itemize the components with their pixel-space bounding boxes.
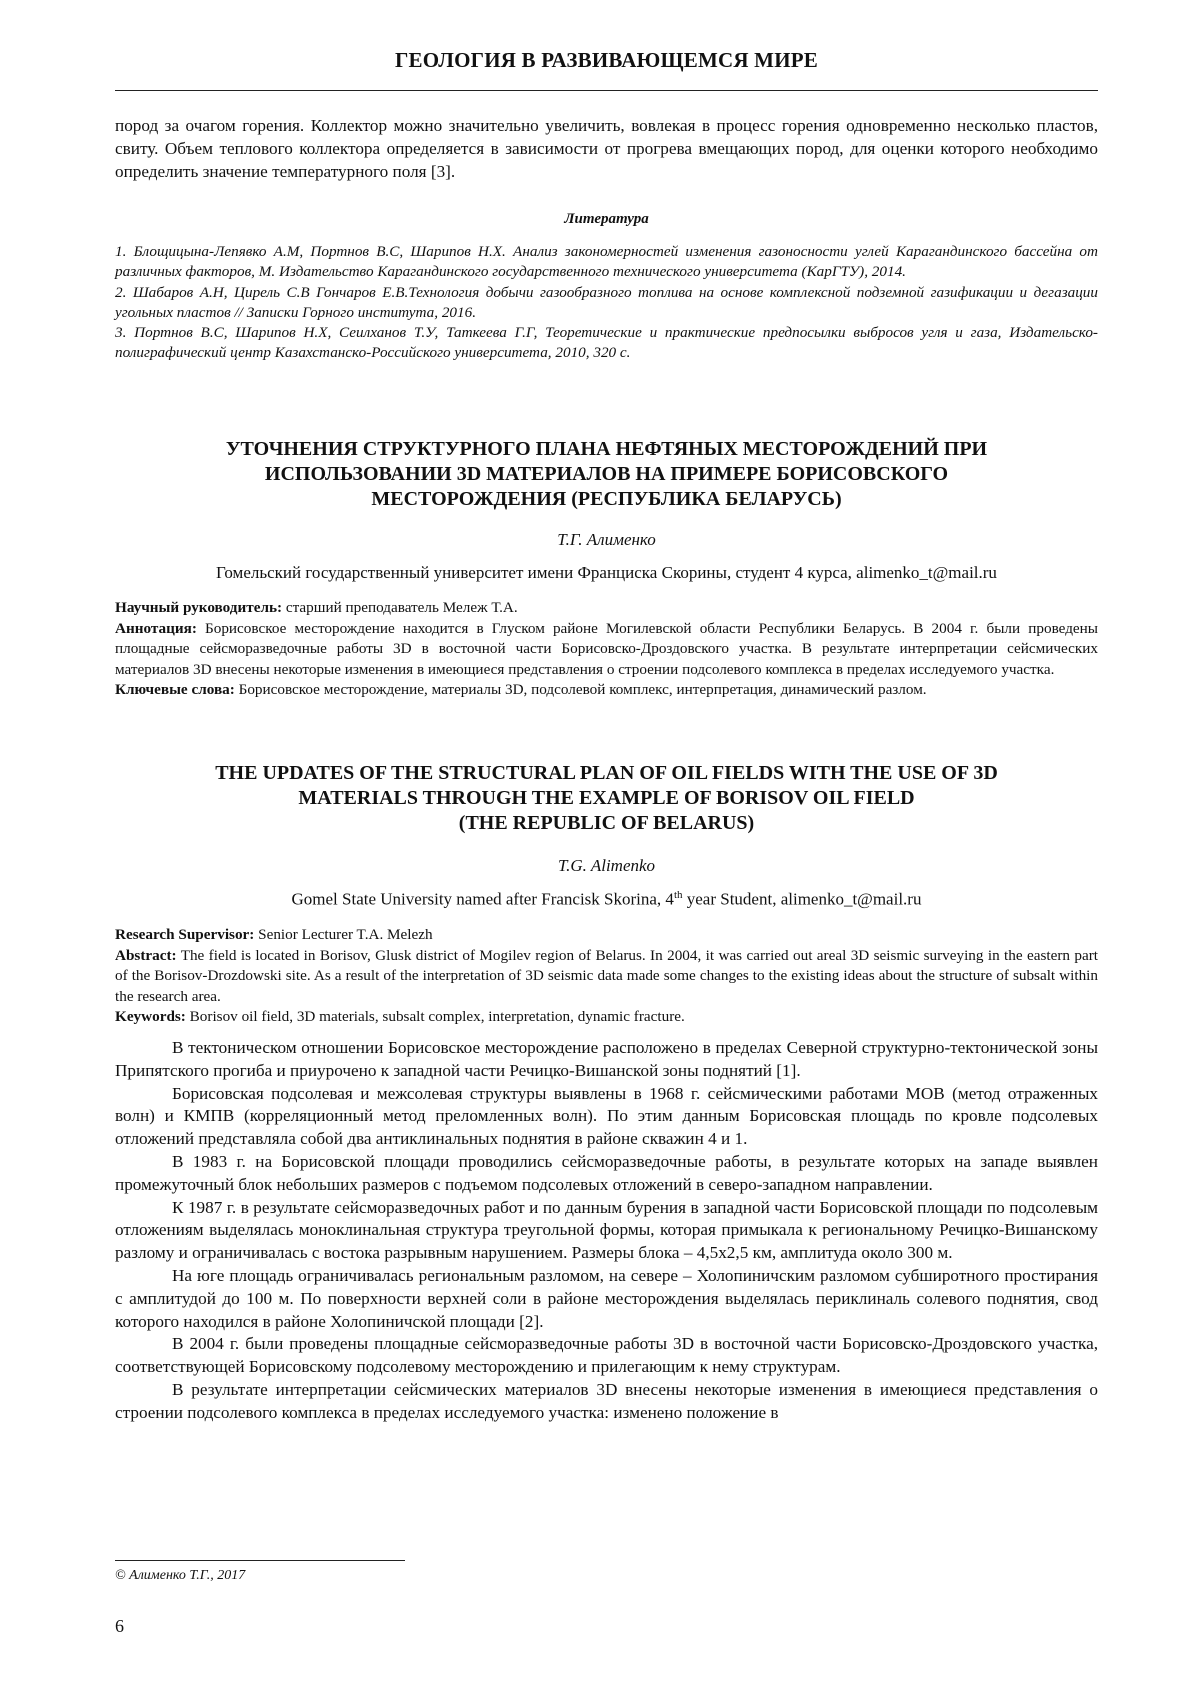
main-body: [115, 1037, 1098, 1425]
literature-heading: Литература: [564, 211, 649, 227]
body-paragraph: На юге площадь ограничивалась региональным разломом, на севере – Холопиничским разломом субширотного простирания с амплитудой до 100 м. По поверхности верхней соли в районе месторождения выделялась периклиналь солевого поднятия, свод которого находился в районе Холопиничской площади [2].: [115, 1265, 1098, 1331]
author-ru: Т.Г. Алименко: [557, 530, 656, 549]
body-paragraph: В результате интерпретации сейсмических материалов 3D внесены некоторые изменения в имеющиеся представления о строении подсолевого комплекса в пределах исследуемого участка: изменено положение в: [115, 1379, 1098, 1422]
body-paragraph: В 1983 г. на Борисовской площади проводились сейсморазведочные работы, в результате которых на западе выявлен промежуточный блок небольших размеров с подъемом подсолевых отложений в северо-западном направлении.: [115, 1151, 1098, 1194]
title-line: МЕСТОРОЖДЕНИЯ (РЕСПУБЛИКА БЕЛАРУСЬ): [371, 488, 842, 510]
footnote: © Алименко Т.Г., 2017: [115, 1568, 246, 1583]
intro-paragraph: пород за очагом горения. Коллектор можно значительно увеличить, вовлекая в процесс горения одновременно несколько пластов, свиту. Объем теплового коллектора определяется в зависимости от прогрева вмещающих пород, для оценки которого необходимо определить значение температурного поля [3].: [115, 116, 1098, 181]
keywords-text: Борисовское месторождение, материалы 3D, подсолевой комплекс, интерпретация, динамический разлом.: [234, 681, 927, 698]
body-paragraph: В 2004 г. были проведены площадные сейсморазведочные работы 3D в восточной части Борисовско-Дроздовского участка, соответствующей Борисовскому подсолевому месторождению и прилегающим к нему структурам.: [115, 1334, 1098, 1377]
author-en: T.G. Alimenko: [557, 856, 656, 875]
affiliation-ru: Гомельский государственный университет имени Франциска Скорины, студент 4 курса, alimenko_t@mail.ru: [216, 563, 997, 582]
supervisor-text: старший преподаватель Мележ Т.А.: [282, 599, 518, 616]
reference-item: 3. Портнов В.С, Шарипов Н.Х, Сеилханов Т.У, Таткеева Г.Г, Теоретические и практические предпосылки выбросов угля и газа, Издательско-полиграфический центр Казахстанско-Российского университета, 2010, 320 с.: [115, 324, 1098, 362]
metadata-ru: [115, 598, 1098, 701]
abstract-ru: [115, 619, 1098, 681]
body-paragraph: Борисовская подсолевая и межсолевая структуры выявлены в 1968 г. сейсмическими работами МОВ (метод отраженных волн) и КМПВ (корреляционный метод преломленных волн). По этим данным Борисовская площадь по кровле подсолевых отложений представляла собой два антиклинальных поднятия в районе скважин 4 и 1.: [115, 1083, 1098, 1149]
abstract-text: Борисовское месторождение находится в Глуском районе Могилевской области Республики Беларусь. В 2004 г. были проведены площадные сейсморазведочные работы 3D в восточной части Борисовско-Дроздовского участка. В результате интерпретации сейсмических материалов 3D внесены некоторые изменения в имеющиеся представления о строении подсолевого комплекса в пределах исследуемого участка.: [115, 619, 1098, 678]
article-title-en: [115, 761, 1098, 836]
affiliation-text: Gomel State University named after Francisk Skorina, 4: [291, 889, 674, 909]
keywords-label: Ключевые слова:: [115, 681, 235, 698]
supervisor-text: Senior Lecturer T.A. Melezh: [254, 926, 433, 943]
title-line: (THE REPUBLIC OF BELARUS): [458, 812, 755, 834]
reference-item: 1. Блощицына-Лепявко А.М, Портнов В.С, Шарипов Н.Х. Анализ закономерностей изменения газоносности углей Карагандинского бассейна от различных факторов, М. Издательство Карагандинского государственного технического университета (КарГТУ), 2014.: [115, 243, 1098, 281]
reference-item: 2. Шабаров А.Н, Цирель С.В Гончаров Е.В.Технология добычи газообразного топлива на основе комплексной подземной газификации и дегазации угольных пластов // Записки Горного института, 2016.: [115, 283, 1098, 321]
supervisor-en: [115, 925, 1098, 946]
title-line: MATERIALS THROUGH THE EXAMPLE OF BORISOV OIL FIELD: [298, 787, 915, 809]
running-head: ГЕОЛОГИЯ В РАЗВИВАЮЩЕМСЯ МИРЕ: [395, 48, 818, 72]
supervisor-ru: [115, 598, 1098, 619]
supervisor-label: Research Supervisor:: [115, 926, 255, 943]
metadata-en: [115, 925, 1098, 1028]
body-paragraph: К 1987 г. в результате сейсморазведочных работ и по данным бурения в западной части Борисовской площади по подсолевым отложениям выделялась моноклинальная структура треугольной формы, которая примыкала к региональному Речицко-Вишанскому разлому и ограничивалась с востока разрывным нарушением. Размеры блока – 4,5х2,5 км, амплитуда около 300 м.: [115, 1197, 1098, 1263]
abstract-en: [115, 946, 1098, 1008]
affiliation-en: [115, 889, 1098, 910]
body-paragraph: В тектоническом отношении Борисовское месторождение расположено в пределах Северной структурно-тектонической зоны Припятского прогиба и приурочено к западной части Речицко-Вишанской зоны поднятий [1].: [115, 1038, 1098, 1080]
reference-list: [115, 242, 1098, 364]
abstract-text: The field is located in Borisov, Glusk district of Mogilev region of Belarus. In 2004, it was carried out areal 3D seismic surveying in the eastern part of the Borisov-Drozdowski site. As a result of the interpretation of 3D seismic data made some changes to the existing ideas about the structure of subsalt within the research area.: [115, 946, 1098, 1005]
abstract-label: Abstract:: [115, 946, 177, 964]
abstract-label: Аннотация:: [115, 619, 197, 637]
title-line: ИСПОЛЬЗОВАНИИ 3D МАТЕРИАЛОВ НА ПРИМЕРЕ БОРИСОВСКОГО: [264, 463, 949, 485]
article-title-ru: [115, 437, 1098, 512]
page-number: 6: [115, 1616, 124, 1636]
ordinal-suffix: th: [673, 889, 683, 901]
title-line: THE UPDATES OF THE STRUCTURAL PLAN OF OIL FIELDS WITH THE USE OF 3D: [215, 762, 998, 784]
keywords-text: Borisov oil field, 3D materials, subsalt complex, interpretation, dynamic fracture.: [185, 1008, 685, 1025]
supervisor-label: Научный руководитель:: [115, 599, 283, 616]
affiliation-text: year Student, alimenko_t@mail.ru: [682, 889, 922, 909]
header-rule: [115, 90, 1098, 91]
footnote-rule: [115, 1560, 405, 1561]
title-line: УТОЧНЕНИЯ СТРУКТУРНОГО ПЛАНА НЕФТЯНЫХ МЕСТОРОЖДЕНИЙ ПРИ: [225, 438, 988, 460]
keywords-en: [115, 1007, 1098, 1028]
keywords-label: Keywords:: [115, 1008, 186, 1025]
keywords-ru: [115, 680, 1098, 701]
